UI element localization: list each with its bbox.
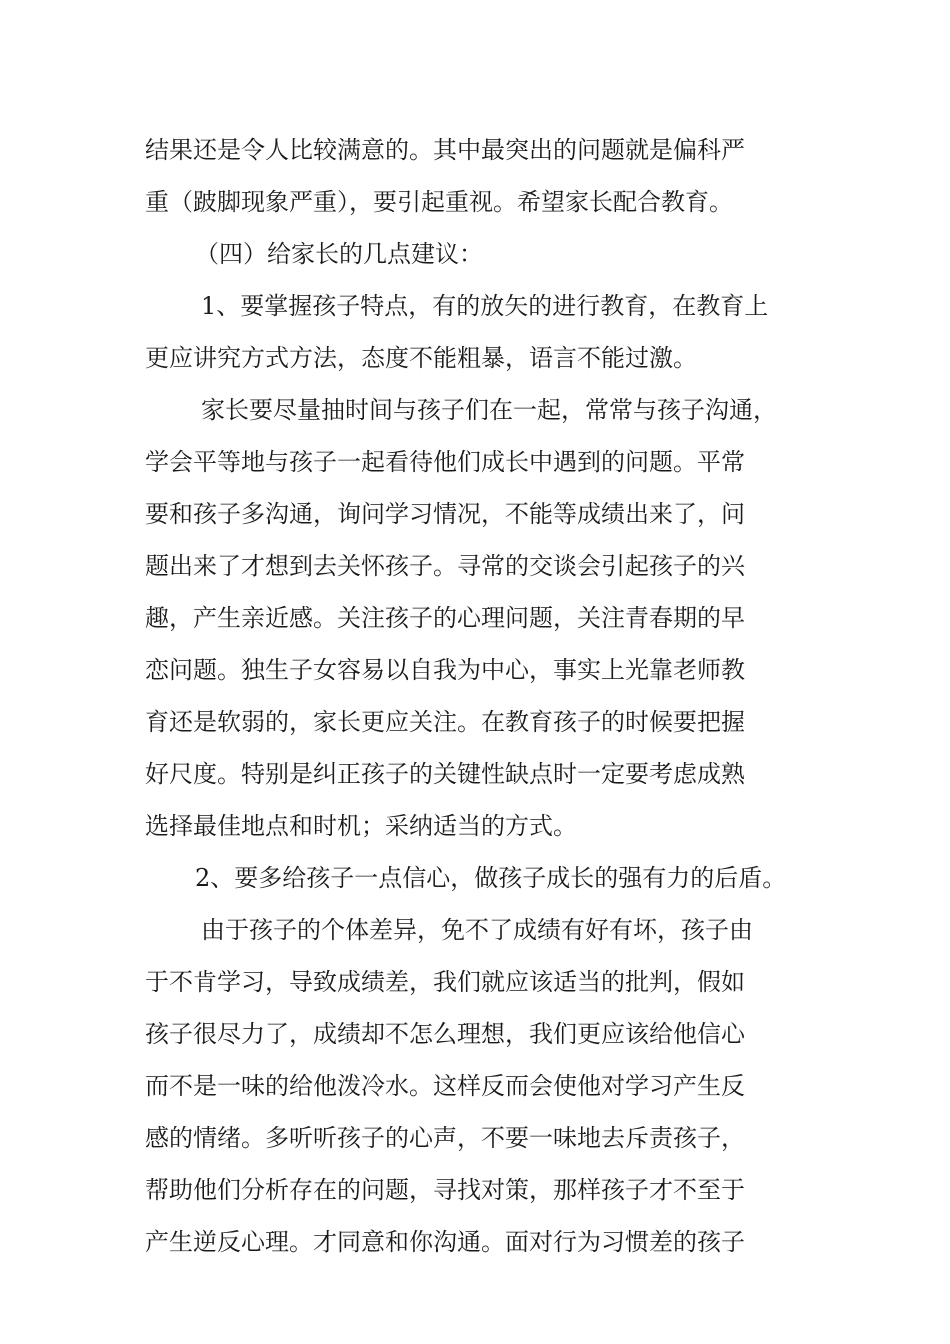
text-line: 感的情绪。多听听孩子的心声，不要一味地去斥责孩子，: [145, 1124, 745, 1152]
text-line: 产生逆反心理。才同意和你沟通。面对行为习惯差的孩子: [145, 1228, 745, 1256]
text-line: 要和孩子多沟通，询问学习情况，不能等成绩出来了，问: [145, 500, 745, 528]
text-line: 选择最佳地点和时机；采纳适当的方式。: [145, 812, 577, 840]
text-line: 重（跛脚现象严重），要引起重视。希望家长配合教育。: [145, 188, 733, 216]
text-line: 趣，产生亲近感。关注孩子的心理问题，关注青春期的早: [145, 604, 745, 632]
text-line: 育还是软弱的，家长更应关注。在教育孩子的时候要把握: [145, 708, 745, 736]
text-line: 于不肯学习，导致成绩差，我们就应该适当的批判，假如: [145, 968, 745, 996]
document-body: [145, 124, 825, 1268]
text-line: 2、要多给孩子一点信心，做孩子成长的强有力的后盾。: [195, 864, 787, 892]
text-line: 结果还是令人比较满意的。其中最突出的问题就是偏科严: [145, 136, 745, 164]
text-line: 而不是一味的给他泼冷水。这样反而会使他对学习产生反: [145, 1072, 745, 1100]
text-line: 题出来了才想到去关怀孩子。寻常的交谈会引起孩子的兴: [145, 552, 745, 580]
section-heading: （四）给家长的几点建议：: [195, 240, 483, 268]
text-line: 由于孩子的个体差异，免不了成绩有好有坏，孩子由: [201, 916, 753, 944]
text-line: 恋问题。独生子女容易以自我为中心，事实上光靠老师教: [145, 656, 745, 684]
text-line: 帮助他们分析存在的问题，寻找对策，那样孩子才不至于: [145, 1176, 745, 1204]
text-line: 好尺度。特别是纠正孩子的关键性缺点时一定要考虑成熟: [145, 760, 745, 788]
text-line: 1、要掌握孩子特点，有的放矢的进行教育，在教育上: [201, 292, 769, 320]
text-line: 学会平等地与孩子一起看待他们成长中遇到的问题。平常: [145, 448, 745, 476]
text-line: 孩子很尽力了，成绩却不怎么理想，我们更应该给他信心: [145, 1020, 745, 1048]
text-line: 家长要尽量抽时间与孩子们在一起，常常与孩子沟通，: [201, 396, 777, 424]
text-line: 更应讲究方式方法，态度不能粗暴，语言不能过激。: [145, 344, 697, 372]
